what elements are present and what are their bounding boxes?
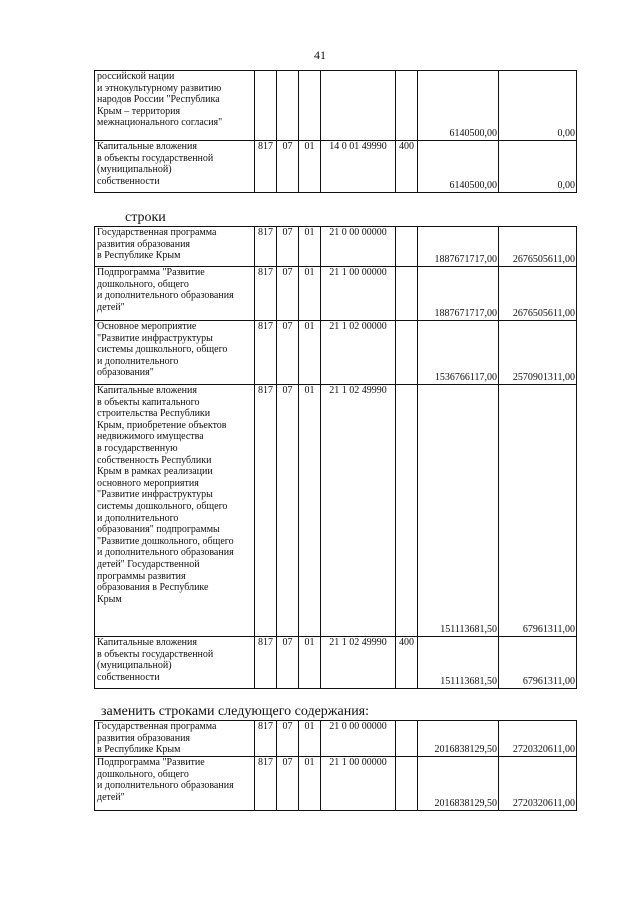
- amount-first-year: 2016838129,50: [418, 721, 499, 757]
- section-code: 07: [277, 385, 299, 637]
- subsection-code: 01: [299, 757, 321, 811]
- expense-type-code: [396, 757, 418, 811]
- amount-first-year: 6140500,00: [418, 141, 499, 193]
- table-row: [95, 321, 577, 385]
- target-article-code: 21 1 02 00000: [321, 321, 396, 385]
- amount-second-year: 2676505611,00: [499, 227, 577, 267]
- budget-table-old-rows: [94, 226, 577, 689]
- amount-first-year: 1887671717,00: [418, 267, 499, 321]
- ministry-code: 817: [255, 227, 277, 267]
- target-article-code: 21 0 00 00000: [321, 721, 396, 757]
- expense-type-code: [396, 71, 418, 141]
- subsection-code: 01: [299, 227, 321, 267]
- section-code: 07: [277, 637, 299, 689]
- subsection-code: 01: [299, 267, 321, 321]
- ministry-code: 817: [255, 385, 277, 637]
- amount-first-year: 151113681,50: [418, 637, 499, 689]
- ministry-code: 817: [255, 141, 277, 193]
- ministry-code: 817: [255, 321, 277, 385]
- table-row: [95, 757, 577, 811]
- row-name: российской нации и этнокультурному развитию народов России "Республика Крым – территория межнационального согласия": [95, 71, 255, 141]
- subsection-code: [299, 71, 321, 141]
- row-name: Подпрограмма "Развитие дошкольного, общего и дополнительного образования детей": [95, 757, 255, 811]
- expense-type-code: [396, 267, 418, 321]
- row-name: Капитальные вложения в объекты капитального строительства Республики Крым, приобретение объектов недвижимого имущества в государственную собственность Республики Крым в рамках реализации основного мероприятия "Развитие инфраструктуры системы дошкольного, общего и дополнительного образования" подпрограммы "Развитие дошкольного, общего и дополнительного образования детей" Государственной программы развития образования в Республике Крым: [95, 385, 255, 637]
- row-name: Государственная программа развития образования в Республике Крым: [95, 227, 255, 267]
- section-code: 07: [277, 227, 299, 267]
- amount-second-year: 67961311,00: [499, 385, 577, 637]
- amount-first-year: 2016838129,50: [418, 757, 499, 811]
- target-article-code: 14 0 01 49990: [321, 141, 396, 193]
- target-article-code: 21 1 00 00000: [321, 757, 396, 811]
- section-code: [277, 71, 299, 141]
- amount-first-year: 1887671717,00: [418, 227, 499, 267]
- subsection-code: 01: [299, 385, 321, 637]
- section-code: 07: [277, 721, 299, 757]
- expense-type-code: [396, 227, 418, 267]
- target-article-code: 21 1 02 49990: [321, 385, 396, 637]
- expense-type-code: [396, 385, 418, 637]
- target-article-code: 21 1 02 49990: [321, 637, 396, 689]
- expense-type-code: [396, 321, 418, 385]
- table-row: [95, 71, 577, 141]
- subsection-code: 01: [299, 321, 321, 385]
- target-article-code: 21 1 00 00000: [321, 267, 396, 321]
- row-name: Капитальные вложения в объекты государственной (муниципальной) собственности: [95, 637, 255, 689]
- section-code: 07: [277, 141, 299, 193]
- page-number: 41: [314, 48, 326, 62]
- amount-second-year: 0,00: [499, 141, 577, 193]
- amount-second-year: 2720320611,00: [499, 757, 577, 811]
- table-row: [95, 385, 577, 637]
- row-name: Основное мероприятие "Развитие инфраструктуры системы дошкольного, общего и дополнительного образования": [95, 321, 255, 385]
- expense-type-code: 400: [396, 637, 418, 689]
- amount-first-year: 6140500,00: [418, 71, 499, 141]
- heading-rows: строки: [125, 210, 166, 225]
- heading-replace-with: заменить строками следующего содержания:: [101, 704, 370, 719]
- row-name: Капитальные вложения в объекты государственной (муниципальной) собственности: [95, 141, 255, 193]
- subsection-code: 01: [299, 141, 321, 193]
- target-article-code: [321, 71, 396, 141]
- section-code: 07: [277, 321, 299, 385]
- amount-second-year: 0,00: [499, 71, 577, 141]
- expense-type-code: 400: [396, 141, 418, 193]
- row-name: Государственная программа развития образования в Республике Крым: [95, 721, 255, 757]
- ministry-code: 817: [255, 757, 277, 811]
- amount-first-year: 1536766117,00: [418, 321, 499, 385]
- subsection-code: 01: [299, 637, 321, 689]
- ministry-code: 817: [255, 637, 277, 689]
- section-code: 07: [277, 757, 299, 811]
- budget-table-new-rows: [94, 720, 577, 811]
- table-row: [95, 721, 577, 757]
- table-row: [95, 637, 577, 689]
- table-row: [95, 227, 577, 267]
- ministry-code: [255, 71, 277, 141]
- expense-type-code: [396, 721, 418, 757]
- row-name: Подпрограмма "Развитие дошкольного, общего и дополнительного образования детей": [95, 267, 255, 321]
- amount-second-year: 2676505611,00: [499, 267, 577, 321]
- amount-second-year: 2570901311,00: [499, 321, 577, 385]
- budget-table-continuation: [94, 70, 577, 193]
- table-row: [95, 141, 577, 193]
- amount-second-year: 67961311,00: [499, 637, 577, 689]
- amount-first-year: 151113681,50: [418, 385, 499, 637]
- subsection-code: 01: [299, 721, 321, 757]
- target-article-code: 21 0 00 00000: [321, 227, 396, 267]
- table-row: [95, 267, 577, 321]
- section-code: 07: [277, 267, 299, 321]
- ministry-code: 817: [255, 267, 277, 321]
- ministry-code: 817: [255, 721, 277, 757]
- amount-second-year: 2720320611,00: [499, 721, 577, 757]
